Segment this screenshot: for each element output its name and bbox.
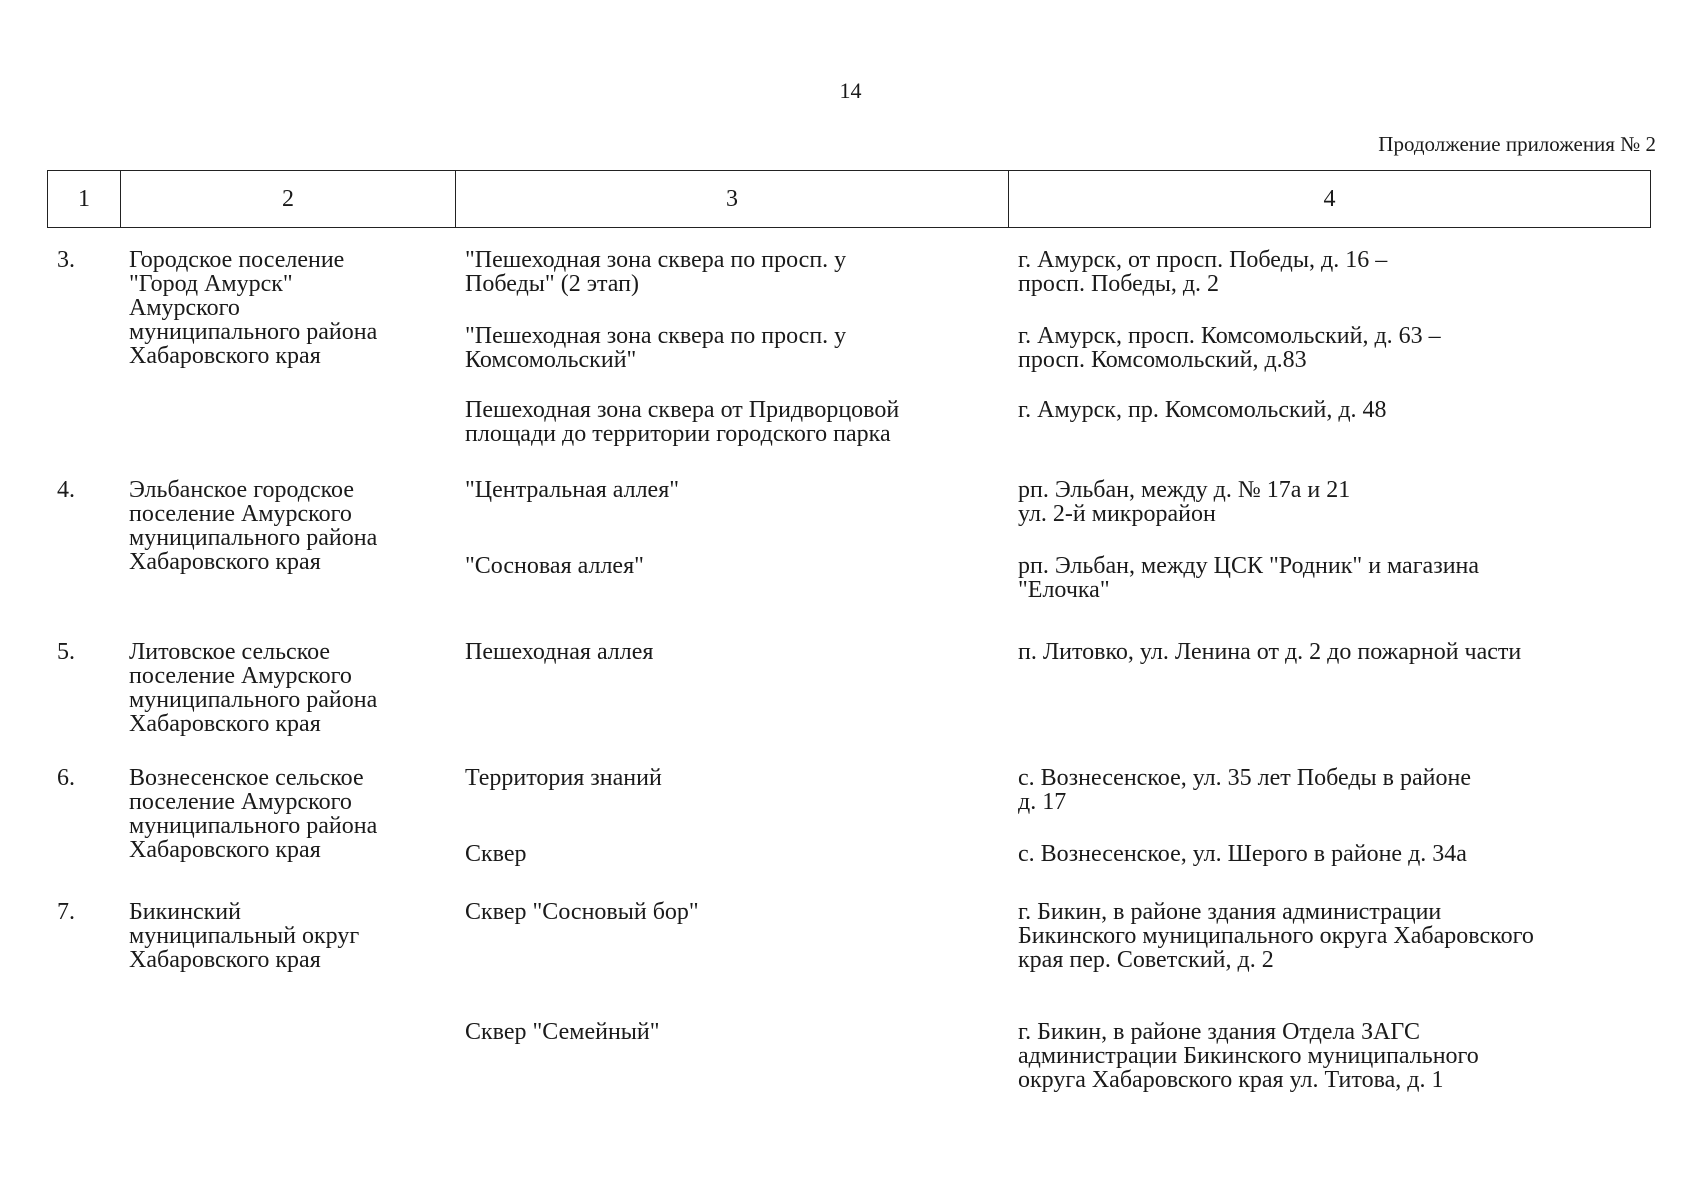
row-number: 7. <box>57 899 75 925</box>
object-address: г. Амурск, от просп. Победы, д. 16 – просп. Победы, д. 2 <box>1018 247 1388 297</box>
object-address: с. Вознесенское, ул. 35 лет Победы в районе д. 17 <box>1018 765 1471 815</box>
object-address: п. Литовко, ул. Ленина от д. 2 до пожарной части <box>1018 639 1522 665</box>
municipality-name: Городское поселение "Город Амурск" Амурского муниципального района Хабаровского края <box>129 247 378 369</box>
address-list <box>1008 900 1651 1092</box>
object-list <box>455 900 1008 1092</box>
row-number: 5. <box>57 639 75 665</box>
object-address: с. Вознесенское, ул. Шерого в районе д. 34а <box>1018 841 1467 867</box>
table-header-row <box>47 170 1651 228</box>
page-number: 14 <box>839 78 862 103</box>
object-name: "Пешеходная зона сквера по просп. у Комсомольский" <box>465 323 847 373</box>
object-address: г. Амурск, просп. Комсомольский, д. 63 – просп. Комсомольский, д.83 <box>1018 323 1441 373</box>
table-row <box>47 766 1651 866</box>
object-name: "Центральная аллея" <box>465 477 680 503</box>
row-number: 6. <box>57 765 75 791</box>
table-row <box>47 248 1651 446</box>
address-list <box>1008 640 1651 736</box>
object-name: Сквер "Семейный" <box>465 1019 660 1045</box>
object-name: Пешеходная аллея <box>465 639 654 665</box>
object-list <box>455 766 1008 866</box>
object-list <box>455 478 1008 602</box>
header-cell-4: 4 <box>1323 185 1336 212</box>
address-list <box>1008 766 1651 866</box>
table-row <box>47 478 1651 602</box>
object-name: Сквер "Сосновый бор" <box>465 899 699 925</box>
municipality-name: Вознесенское сельское поселение Амурского муниципального района Хабаровского края <box>129 765 378 863</box>
object-name: "Сосновая аллея" <box>465 553 644 579</box>
address-list <box>1008 248 1651 446</box>
object-address: г. Бикин, в районе здания Отдела ЗАГС администрации Бикинского муниципального округа Хабаровского края ул. Титова, д. 1 <box>1018 1019 1479 1093</box>
row-number: 4. <box>57 477 75 503</box>
object-address: г. Бикин, в районе здания администрации Бикинского муниципального округа Хабаровского края пер. Советский, д. 2 <box>1018 899 1534 973</box>
table-row <box>47 640 1651 736</box>
address-list <box>1008 478 1651 602</box>
header-cell-2: 2 <box>121 171 456 227</box>
object-address: рп. Эльбан, между ЦСК "Родник" и магазина "Елочка" <box>1018 553 1480 603</box>
object-list <box>455 640 1008 736</box>
object-name: Пешеходная зона сквера от Придворцовой площади до территории городского парка <box>465 397 900 447</box>
header-cell-3: 3 <box>456 171 1009 227</box>
row-number: 3. <box>57 247 75 273</box>
header-cell-1: 1 <box>48 171 121 227</box>
object-name: Сквер <box>465 841 527 867</box>
object-name: Территория знаний <box>465 765 662 791</box>
table-row <box>47 900 1651 1092</box>
object-address: рп. Эльбан, между д. № 17а и 21 ул. 2-й микрорайон <box>1018 477 1351 527</box>
object-address: г. Амурск, пр. Комсомольский, д. 48 <box>1018 397 1387 423</box>
object-list <box>455 248 1008 446</box>
appendix-continuation-note: Продолжение приложения № 2 <box>1378 132 1656 156</box>
municipality-name: Литовское сельское поселение Амурского муниципального района Хабаровского края <box>129 639 378 737</box>
table-body <box>47 248 1651 1092</box>
object-name: "Пешеходная зона сквера по просп. у Победы" (2 этап) <box>465 247 847 297</box>
municipality-name: Бикинский муниципальный округ Хабаровского края <box>129 899 360 973</box>
municipality-name: Эльбанское городское поселение Амурского муниципального района Хабаровского края <box>129 477 378 575</box>
